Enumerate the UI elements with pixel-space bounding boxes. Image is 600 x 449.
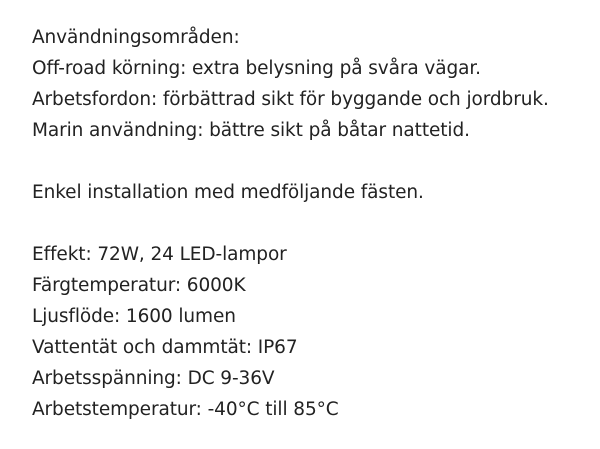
spec-ip-rating: Vattentät och dammtät: IP67 [32,337,298,358]
paragraph-spacer [32,208,592,239]
paragraph-spacer [32,146,592,177]
spec-operating-voltage: Arbetsspänning: DC 9-36V [32,368,275,389]
spec-operating-temperature: Arbetstemperatur: -40°C till 85°C [32,399,339,420]
spec-luminous-flux: Ljusflöde: 1600 lumen [32,306,236,327]
usage-item-marine: Marin användning: bättre sikt på båtar nattetid. [32,120,470,141]
spec-power: Effekt: 72W, 24 LED-lampor [32,244,287,265]
product-description [32,22,592,425]
usage-item-offroad: Off-road körning: extra belysning på svåra vägar. [32,58,481,79]
installation-text: Enkel installation med medföljande fästen. [32,182,424,203]
usage-item-work-vehicles: Arbetsfordon: förbättrad sikt för byggande och jordbruk. [32,89,549,110]
usage-heading: Användningsområden: [32,27,240,48]
spec-color-temperature: Färgtemperatur: 6000K [32,275,246,296]
